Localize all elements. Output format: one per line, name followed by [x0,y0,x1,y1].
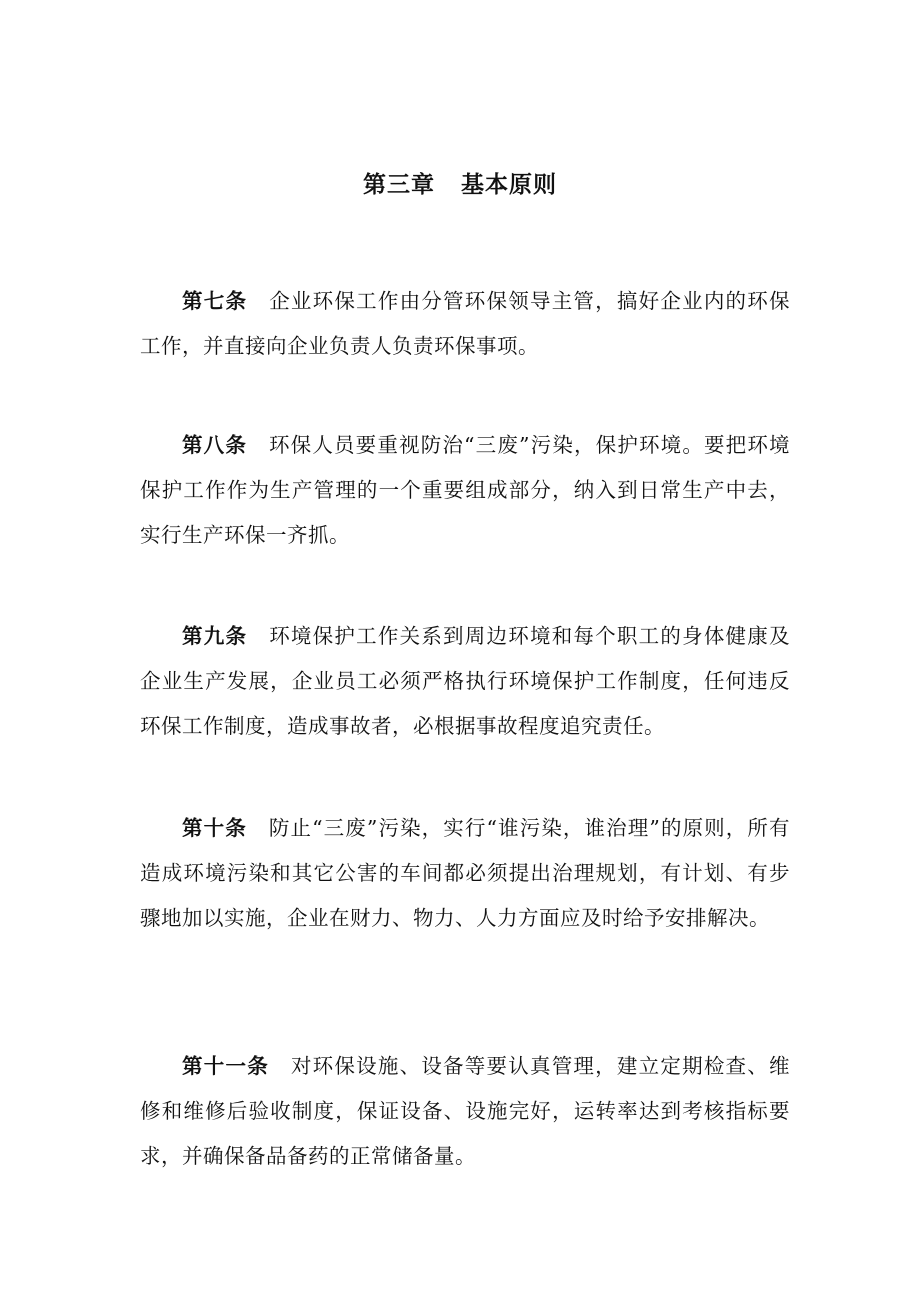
article-number: 第九条 [182,623,248,648]
article-7 [140,279,790,369]
article-text: 环保人员要重视防治“三废”污染，保护环境。要把环境保护工作作为生产管理的一个重要组成部分，纳入到日常生产中去，实行生产环保一齐抓。 [140,432,791,547]
article-8 [140,423,790,558]
chapter-label: 第三章 [363,172,435,198]
article-text: 企业环保工作由分管环保领导主管，搞好企业内的环保工作，并直接向企业负责人负责环保事项。 [140,288,791,358]
article-11 [140,1044,790,1179]
article-text: 对环保设施、设备等要认真管理，建立定期检查、维修和维修后验收制度，保证设备、设施完好，运转率达到考核指标要求，并确保备品备药的正常储备量。 [140,1053,791,1168]
chapter-title [0,168,920,202]
article-9 [140,614,790,749]
chapter-name: 基本原则 [461,172,557,198]
article-10 [140,806,790,941]
article-number: 第十一条 [182,1053,269,1078]
article-number: 第七条 [182,288,248,313]
article-number: 第十条 [182,815,247,840]
article-text: 环境保护工作关系到周边环境和每个职工的身体健康及企业生产发展，企业员工必须严格执行环境保护工作制度，任何违反环保工作制度，造成事故者，必根据事故程度追究责任。 [140,623,791,738]
article-number: 第八条 [182,432,248,457]
article-text: 防止“三废”污染，实行“谁污染，谁治理”的原则，所有造成环境污染和其它公害的车间都必须提出治理规划，有计划、有步骤地加以实施，企业在财力、物力、人力方面应及时给予安排解决。 [140,815,791,930]
